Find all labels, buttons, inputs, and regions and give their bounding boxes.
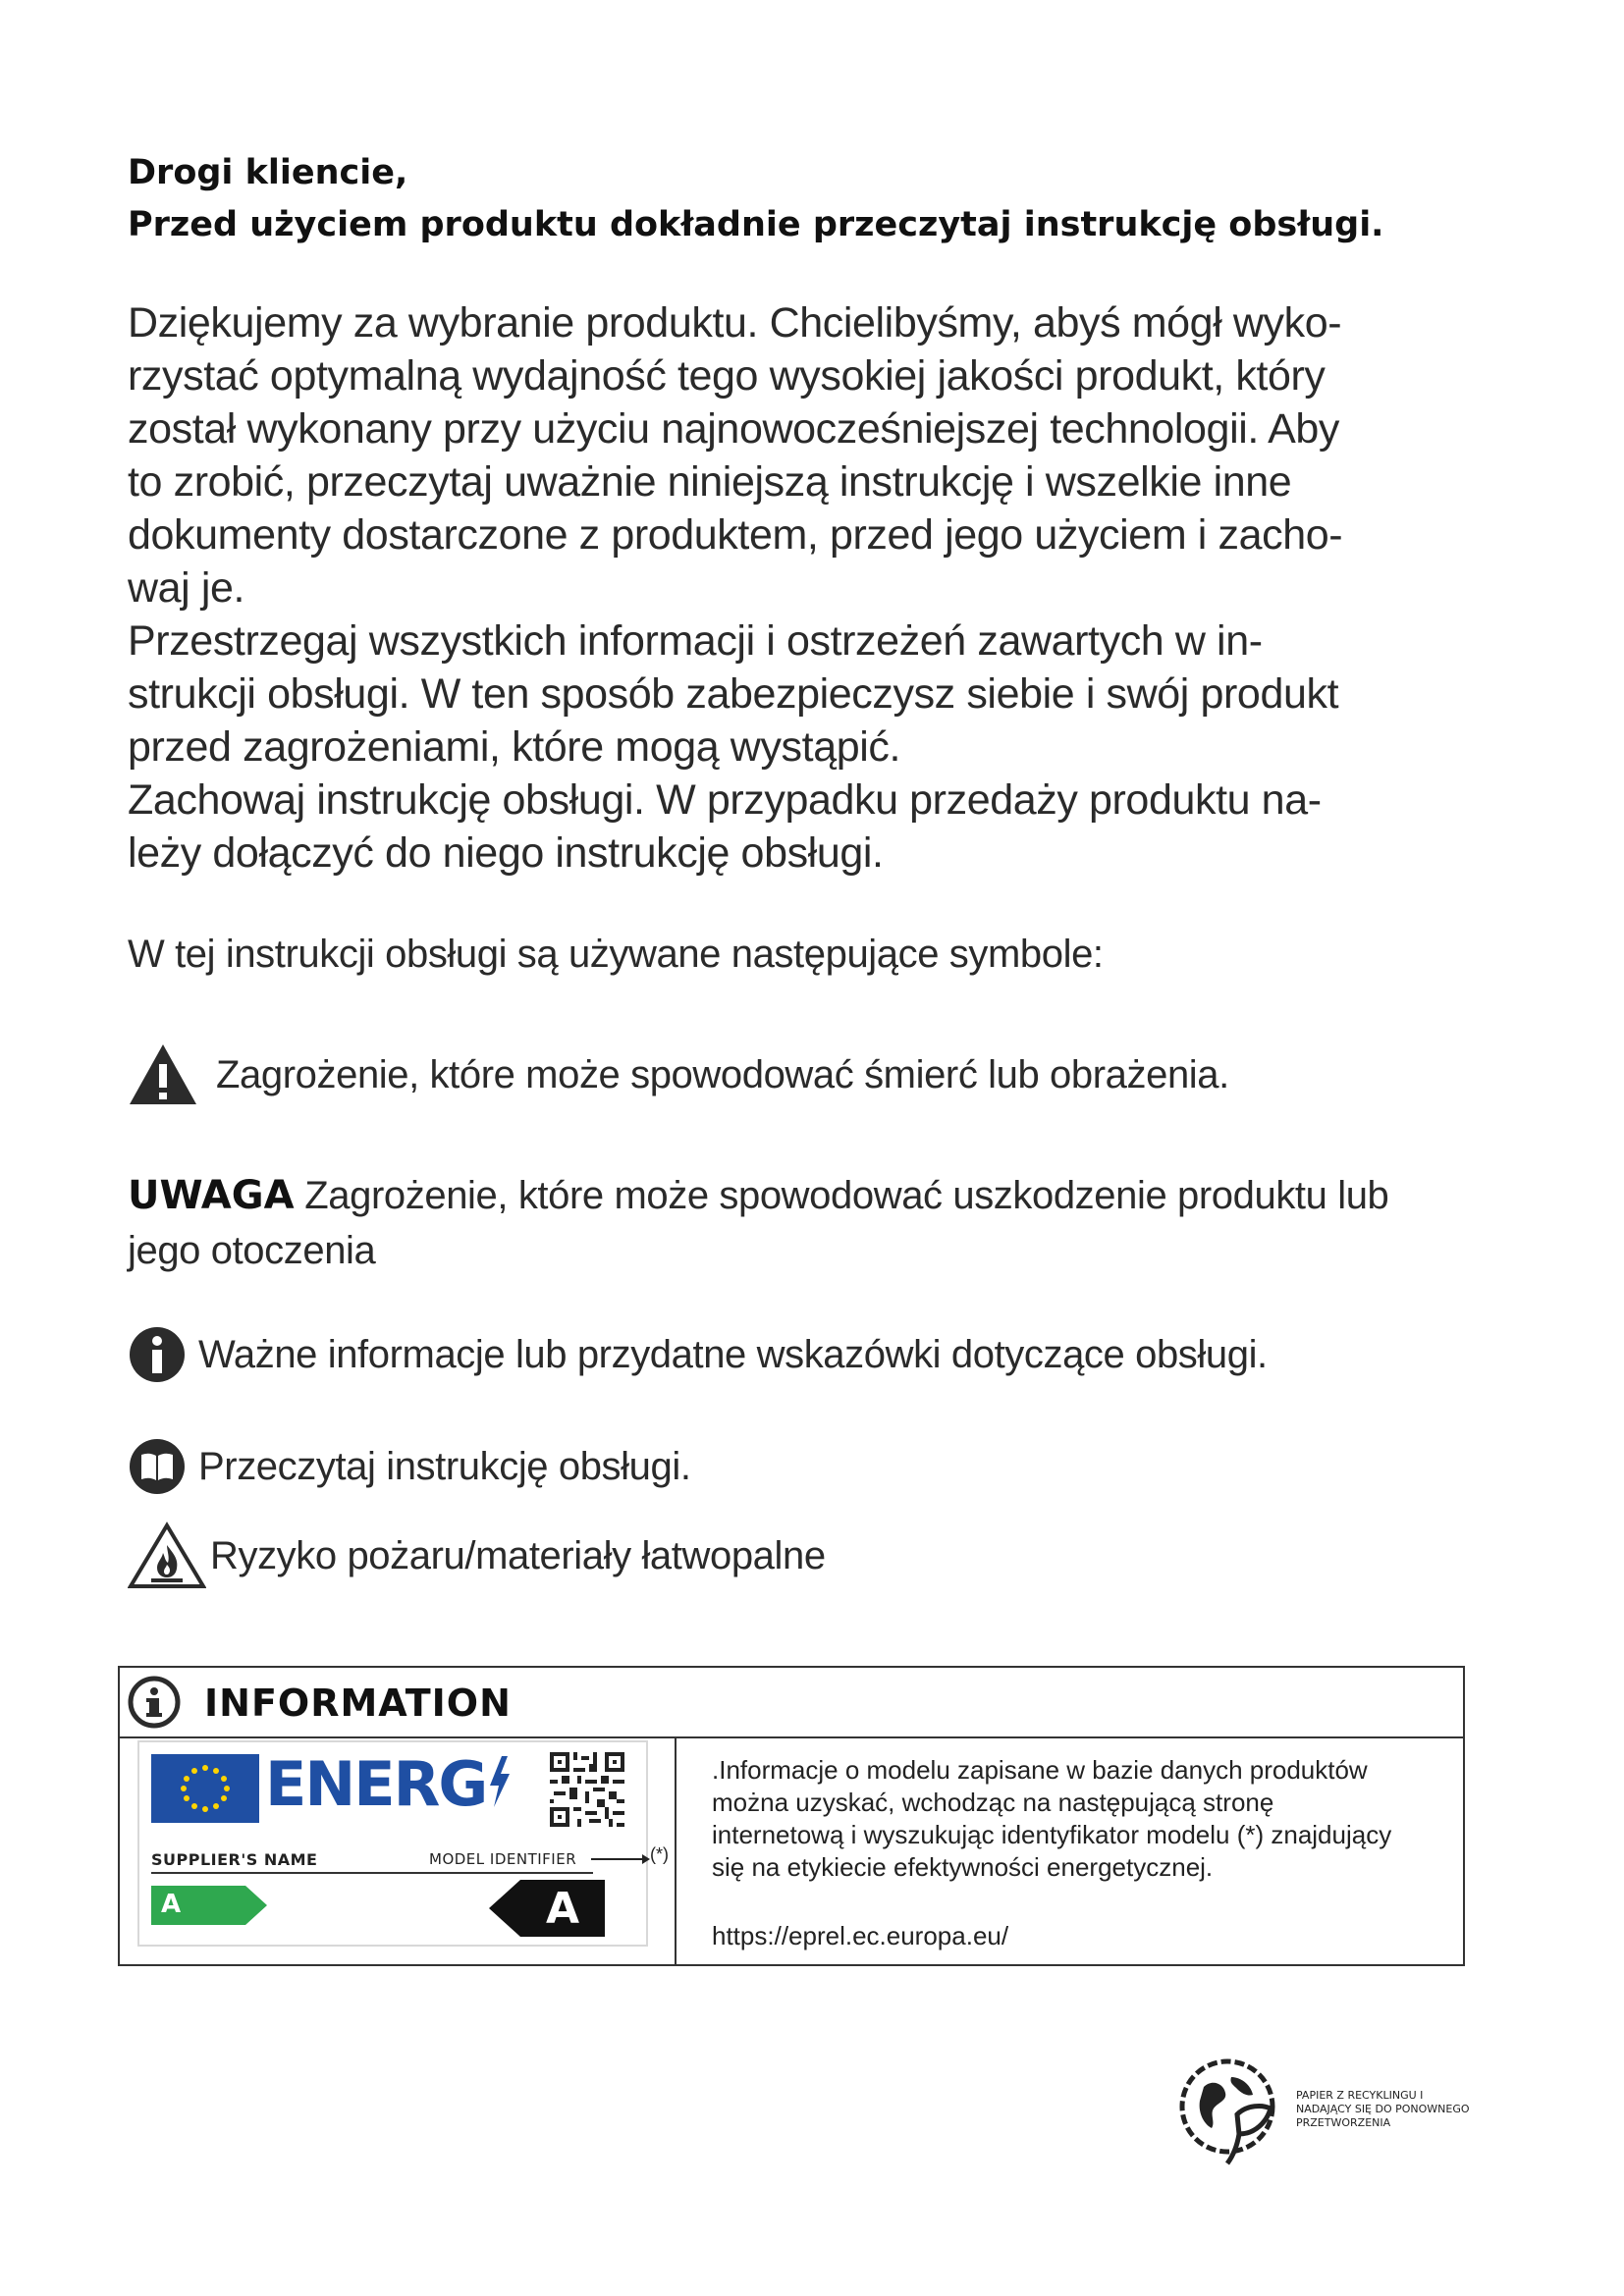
greeting bbox=[128, 147, 1383, 251]
info-circle-icon bbox=[128, 1325, 187, 1384]
paragraph-line: strukcji obsługi. W ten sposób zabezpieczysz siebie i swój produkt bbox=[128, 670, 1339, 718]
information-text-line: się na etykiecie efektywności energetycznej. bbox=[712, 1852, 1214, 1882]
symbol-uwaga bbox=[128, 1168, 1483, 1278]
paragraph-line: Przestrzegaj wszystkich informacji i ostrzeżeń zawartych w in- bbox=[128, 617, 1263, 665]
model-identifier-label: MODEL IDENTIFIER bbox=[429, 1850, 577, 1868]
recycle-text-line: PRZETWORZENIA bbox=[1296, 2116, 1391, 2129]
information-text-line: można uzyskać, wchodząc na następującą stronę bbox=[712, 1788, 1274, 1817]
recycle-text bbox=[1296, 2089, 1470, 2130]
eprel-link[interactable]: https://eprel.ec.europa.eu/ bbox=[712, 1921, 1009, 1950]
qr-code-icon bbox=[550, 1752, 624, 1827]
supplier-name-label: SUPPLIER'S NAME bbox=[151, 1850, 318, 1869]
paragraph-line: rzystać optymalną wydajność tego wysokiej jakości produkt, który bbox=[128, 352, 1326, 400]
fire-hazard-icon bbox=[128, 1522, 206, 1590]
symbols-intro: W tej instrukcji obsługi są używane następujące symbole: bbox=[128, 933, 1104, 976]
paragraph-line: to zrobić, przeczytaj uważnie niniejszą instrukcję i wszelkie inne bbox=[128, 458, 1292, 506]
information-divider bbox=[675, 1738, 677, 1966]
information-text-line: .Informacje o modelu zapisane w bazie danych produktów bbox=[712, 1755, 1368, 1785]
energy-brand-text: ENERG bbox=[265, 1748, 487, 1820]
symbol-row-fire bbox=[128, 1522, 826, 1590]
symbol-row-manual bbox=[128, 1437, 691, 1496]
uwaga-text-line-2: jego otoczenia bbox=[128, 1229, 376, 1272]
paragraph-line: został wykonany przy użyciu najnowocześniejszej technologii. Aby bbox=[128, 405, 1339, 453]
class-arrow-right bbox=[489, 1880, 605, 1937]
recycle-globe-leaf-icon bbox=[1168, 2044, 1286, 2171]
paragraph-line: Zachowaj instrukcję obsługi. W przypadku przedaży produktu na- bbox=[128, 776, 1322, 824]
eu-flag-icon bbox=[151, 1754, 259, 1823]
class-arrow-left bbox=[151, 1886, 267, 1925]
paragraph-line: Dziękujemy za wybranie produktu. Chcielibyśmy, abyś mógł wyko- bbox=[128, 299, 1342, 347]
symbol-text-warning: Zagrożenie, które może spowodować śmierć lub obrażenia. bbox=[216, 1052, 1229, 1096]
intro-paragraph bbox=[128, 296, 1483, 880]
information-text bbox=[712, 1754, 1458, 1884]
book-icon bbox=[128, 1437, 187, 1496]
energy-word bbox=[265, 1748, 512, 1820]
pointer-arrow-icon bbox=[591, 1853, 650, 1865]
paragraph-line: leży dołączyć do niego instrukcję obsługi. bbox=[128, 829, 884, 877]
energy-label bbox=[137, 1740, 648, 1947]
symbol-row-info bbox=[128, 1325, 1268, 1384]
information-text-line: internetową i wyszukując identyfikator modelu (*) znajdujący bbox=[712, 1820, 1392, 1849]
information-icon bbox=[128, 1676, 181, 1729]
information-title: INFORMATION bbox=[204, 1682, 512, 1725]
recycle-text-line: NADAJĄCY SIĘ DO PONOWNEGO bbox=[1296, 2103, 1470, 2115]
paragraph-line: dokumenty dostarczone z produktem, przed jego użyciem i zacho- bbox=[128, 511, 1343, 559]
uwaga-text-line-1: Zagrożenie, które może spowodować uszkodzenie produktu lub bbox=[294, 1174, 1389, 1217]
symbol-row-warning bbox=[128, 1042, 1229, 1107]
warning-triangle-icon bbox=[128, 1042, 198, 1107]
class-left-text: A bbox=[161, 1890, 182, 1919]
model-asterisk: (*) bbox=[650, 1844, 669, 1864]
paragraph-line: waj je. bbox=[128, 564, 245, 612]
symbol-text-info: Ważne informacje lub przydatne wskazówki dotyczące obsługi. bbox=[198, 1332, 1268, 1376]
lightning-icon bbox=[486, 1754, 512, 1809]
information-box bbox=[118, 1666, 1465, 1966]
label-divider bbox=[151, 1872, 593, 1874]
class-right-text: A bbox=[546, 1884, 580, 1934]
recycle-text-line: PAPIER Z RECYKLINGU I bbox=[1296, 2089, 1424, 2102]
information-header bbox=[120, 1668, 1463, 1738]
greeting-line-2: Przed użyciem produktu dokładnie przeczytaj instrukcję obsługi. bbox=[128, 205, 1384, 244]
paragraph-line: przed zagrożeniami, które mogą wystąpić. bbox=[128, 723, 901, 771]
symbol-text-manual: Przeczytaj instrukcję obsługi. bbox=[198, 1444, 691, 1488]
greeting-line-1: Drogi kliencie, bbox=[128, 153, 408, 192]
symbol-text-fire: Ryzyko pożaru/materiały łatwopalne bbox=[210, 1533, 826, 1577]
uwaga-keyword: UWAGA bbox=[128, 1173, 295, 1218]
